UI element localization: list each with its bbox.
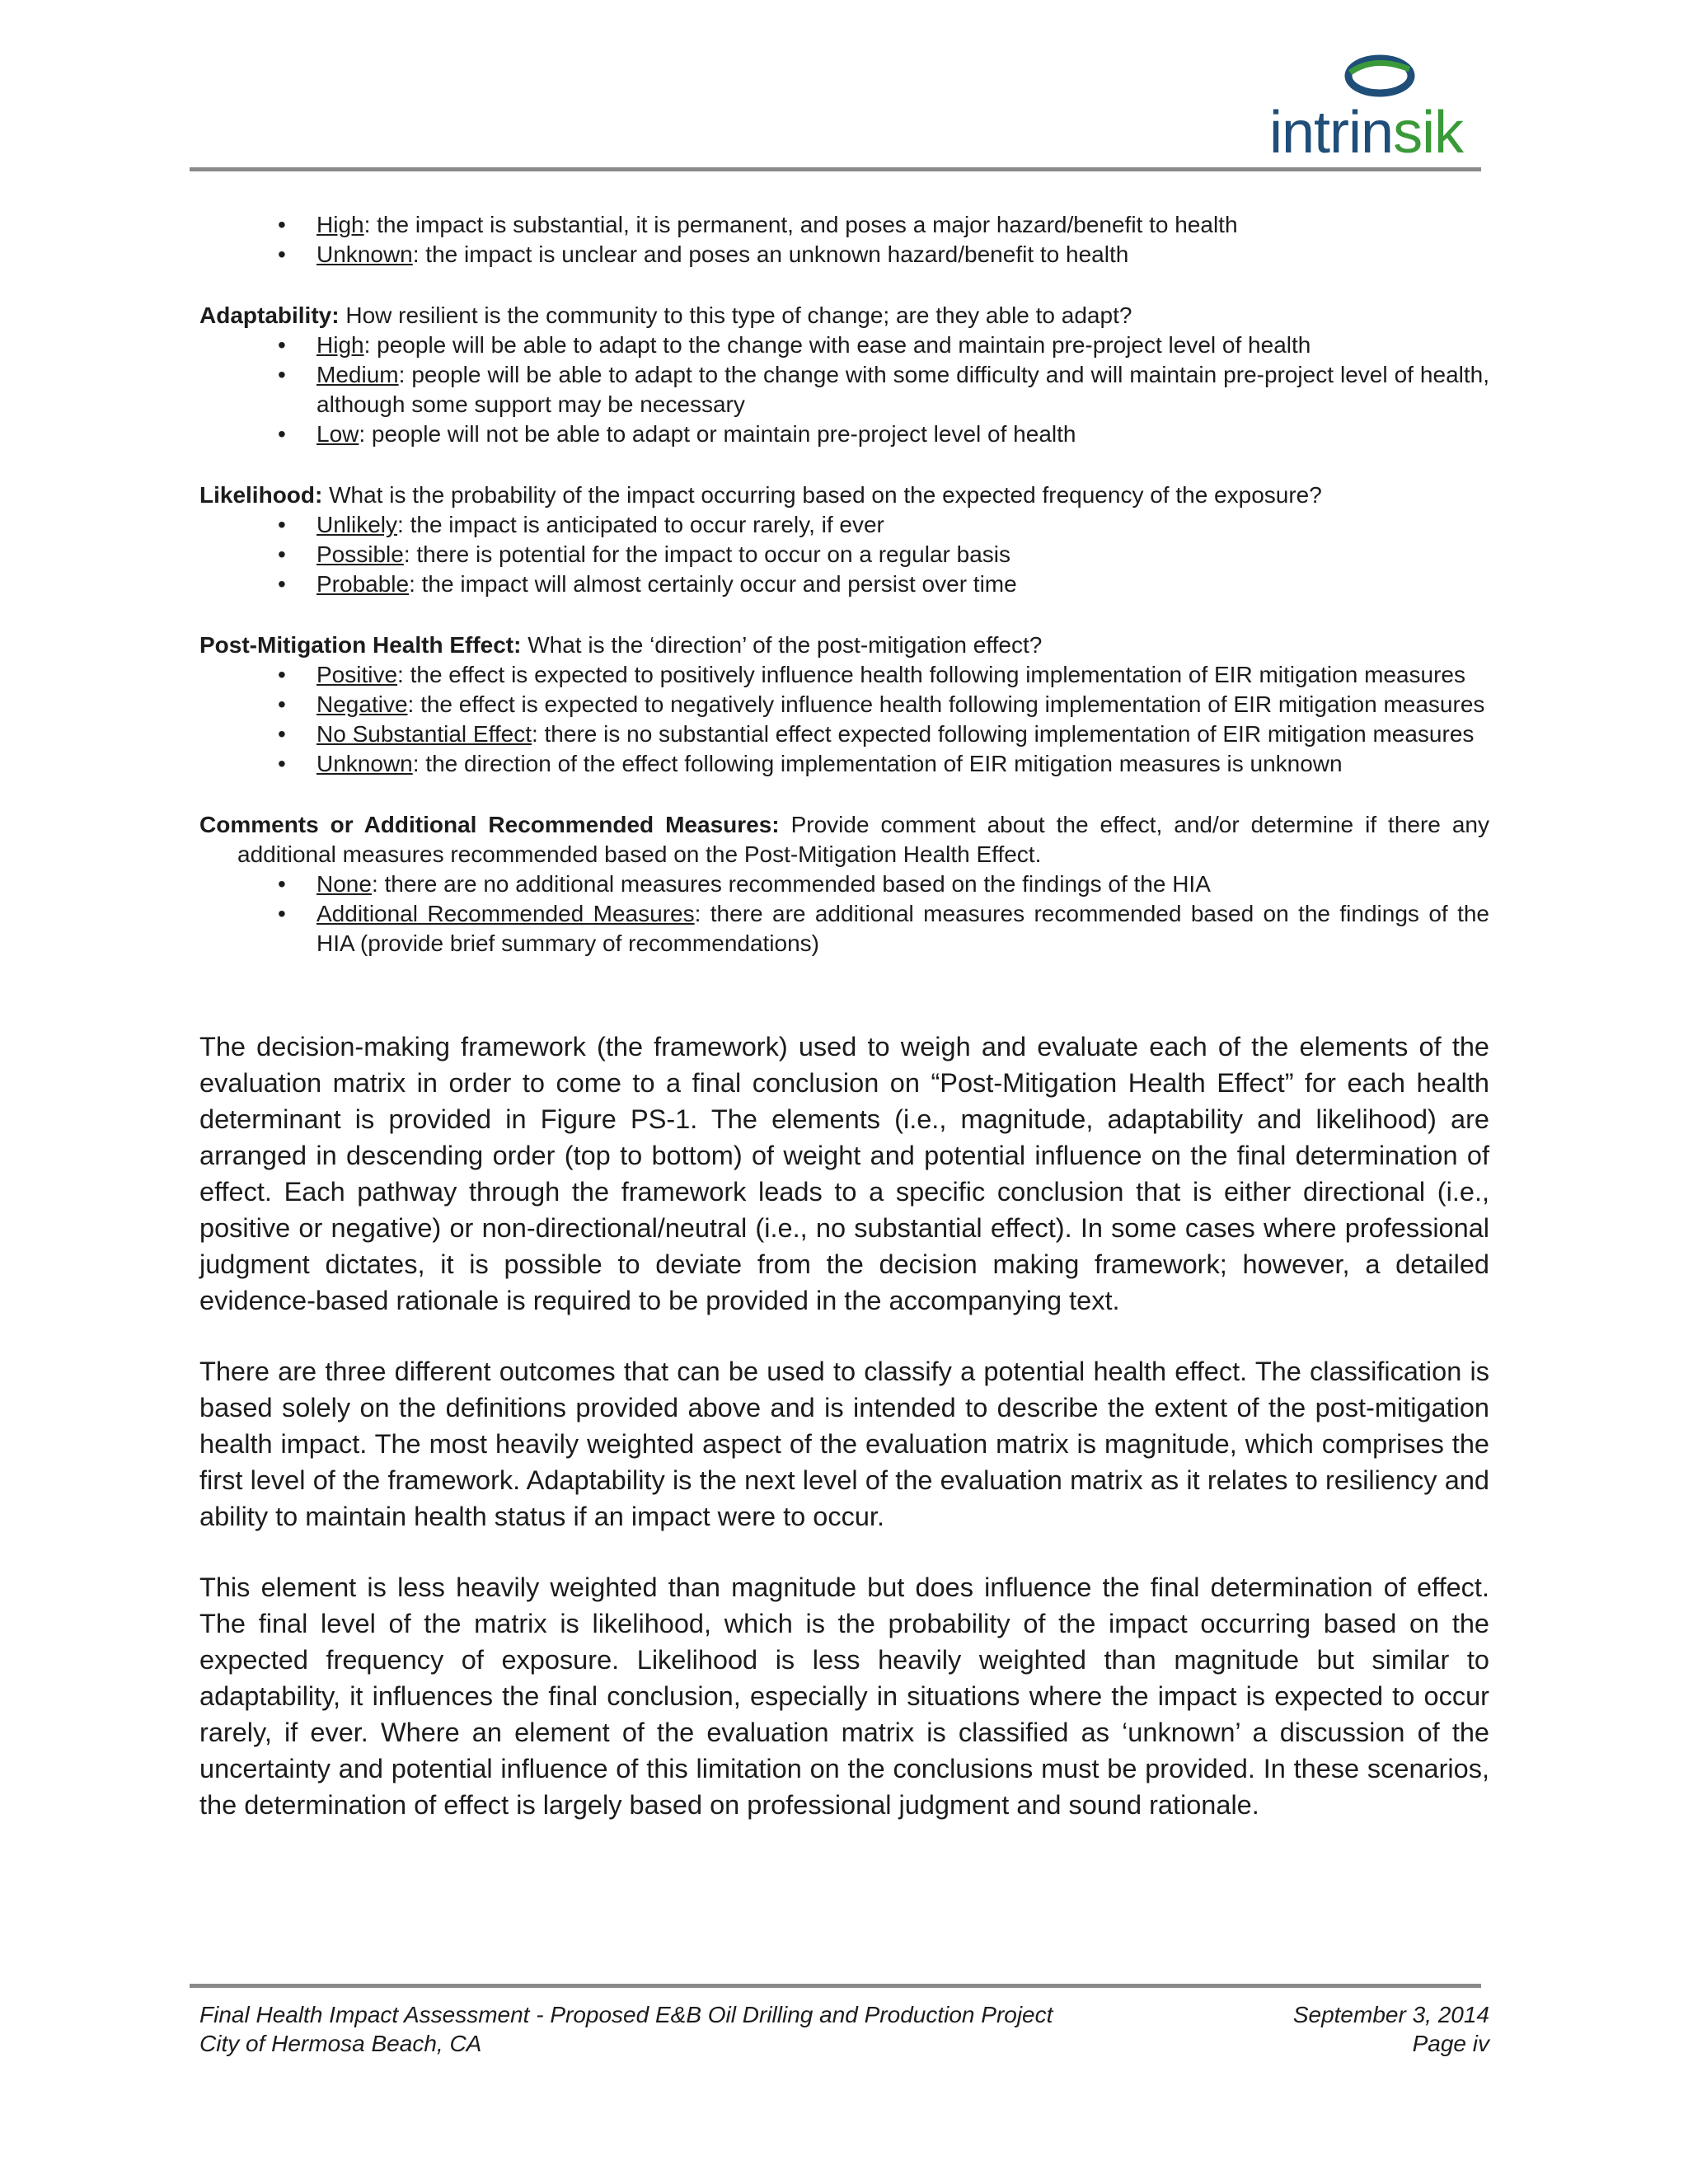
list-item: • Medium: people will be able to adapt to the change with some difficulty and will maintain pre-project level of health, although some support may be necessary <box>278 362 1489 417</box>
document-body <box>199 210 1489 1823</box>
body-paragraph: The decision-making framework (the framework) used to weigh and evaluate each of the elements of the evaluation matrix in order to come to a final conclusion on “Post-Mitigation Health Effect” for each health determinant is provided in Figure PS-1. The elements (i.e., magnitude, adaptability and likelihood) are arranged in descending order (top to bottom) of weight and potential influence on the final determination of effect. Each pathway through the framework leads to a specific conclusion that is either directional (i.e., positive or negative) or non-directional/neutral (i.e., no substantial effect). In some cases where professional judgment dictates, it is possible to deviate from the decision making framework; however, a detailed evidence-based rationale is required to be provided in the accompanying text. <box>199 1032 1489 1315</box>
page-number: Page iv <box>1412 2031 1489 2056</box>
list-item: • Unlikely: the impact is anticipated to occur rarely, if ever <box>278 512 884 537</box>
post-mitigation-list <box>199 660 1489 779</box>
header-rule <box>190 167 1481 171</box>
comments-list <box>199 869 1489 958</box>
list-item: • High: the impact is substantial, it is permanent, and poses a major hazard/benefit to health <box>278 212 1238 237</box>
intrinsik-logo <box>1269 51 1492 166</box>
list-item: • Unknown: the direction of the effect following implementation of EIR mitigation measures is unknown <box>278 751 1343 776</box>
list-item: • No Substantial Effect: there is no substantial effect expected following implementation of EIR mitigation measures <box>278 721 1475 747</box>
footer-rule <box>190 1984 1481 1988</box>
logo-swoosh-icon <box>1342 51 1418 101</box>
magnitude-list <box>199 210 1489 269</box>
likelihood-definition: Likelihood: What is the probability of the impact occurring based on the expected frequency of the exposure? <box>199 482 1322 508</box>
footer-date: September 3, 2014 <box>1292 2002 1489 2027</box>
list-item: • Additional Recommended Measures: there are additional measures recommended based on the findings of the HIA (provide brief summary of recommendations) <box>278 901 1489 956</box>
list-item: • Negative: the effect is expected to negatively influence health following implementation of EIR mitigation measures <box>278 691 1485 717</box>
likelihood-list <box>199 510 1489 599</box>
footer-location: City of Hermosa Beach, CA <box>199 2031 482 2056</box>
adaptability-list <box>199 330 1489 449</box>
list-item: • Positive: the effect is expected to positively influence health following implementation of EIR mitigation measures <box>278 662 1466 687</box>
page-footer <box>199 2000 1489 2058</box>
body-paragraph: There are three different outcomes that can be used to classify a potential health effect. The classification is based solely on the definitions provided above and is intended to describe the extent of the post-mitigation health impact. The most heavily weighted aspect of the evaluation matrix is magnitude, which comprises the first level of the framework. Adaptability is the next level of the evaluation matrix as it relates to resiliency and ability to maintain health status if an impact were to occur. <box>199 1357 1489 1531</box>
list-item: • Possible: there is potential for the impact to occur on a regular basis <box>278 541 1011 567</box>
comments-definition: Comments or Additional Recommended Measures: Provide comment about the effect, and/or determine if there any additional measures recommended based on the Post-Mitigation Health Effect. <box>199 812 1489 867</box>
post-mitigation-definition: Post-Mitigation Health Effect: What is the ‘direction’ of the post-mitigation effect? <box>199 632 1043 658</box>
adaptability-definition: Adaptability: How resilient is the community to this type of change; are they able to adapt? <box>199 302 1132 328</box>
list-item: • Unknown: the impact is unclear and poses an unknown hazard/benefit to health <box>278 241 1129 267</box>
footer-title: Final Health Impact Assessment - Proposed E&B Oil Drilling and Production Project <box>199 2002 1053 2027</box>
logo-wordmark: intrinsik <box>1269 100 1464 166</box>
list-item: • Low: people will not be able to adapt or maintain pre-project level of health <box>278 421 1076 447</box>
list-item: • None: there are no additional measures recommended based on the findings of the HIA <box>278 871 1211 897</box>
list-item: • High: people will be able to adapt to the change with ease and maintain pre-project level of health <box>278 332 1311 358</box>
body-paragraph: This element is less heavily weighted than magnitude but does influence the final determination of effect. The final level of the matrix is likelihood, which is the probability of the impact occurring based on the expected frequency of exposure. Likelihood is less heavily weighted than magnitude but similar to adaptability, it influences the final conclusion, especially in situations where the impact is expected to occur rarely, if ever. Where an element of the evaluation matrix is classified as ‘unknown’ a discussion of the uncertainty and potential influence of this limitation on the conclusions must be provided. In these scenarios, the determination of effect is largely based on professional judgment and sound rationale. <box>199 1572 1489 1820</box>
list-item: • Probable: the impact will almost certainly occur and persist over time <box>278 571 1017 597</box>
